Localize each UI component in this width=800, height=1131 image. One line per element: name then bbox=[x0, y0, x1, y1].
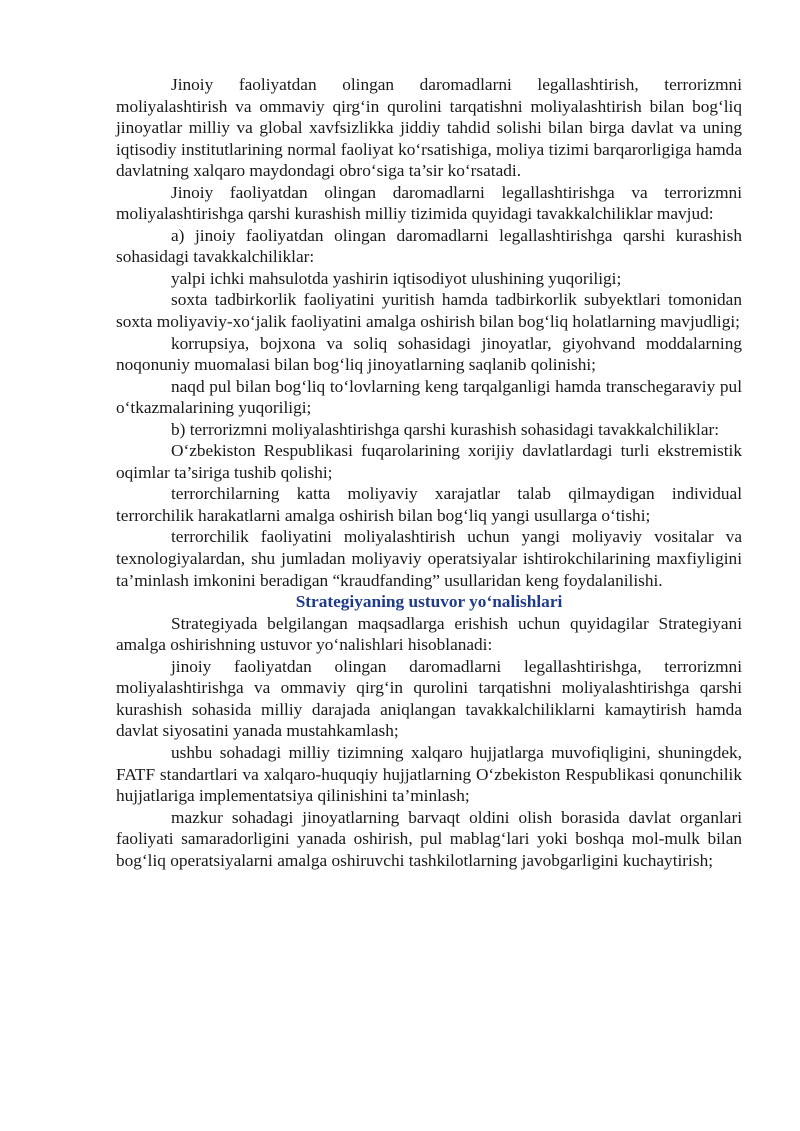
paragraph-risk-item: O‘zbekiston Respublikasi fuqarolarining xorijiy davlatlardagi turli ekstremistik oqimlar ta’siriga tushib qolishi; bbox=[116, 441, 742, 482]
section-heading: Strategiyaning ustuvor yo‘nalishlari bbox=[295, 592, 563, 612]
document-page bbox=[116, 74, 742, 871]
paragraph-priorities-intro: Strategiyada belgilangan maqsadlarga erishish uchun quyidagilar Strategiyani amalga oshirishning ustuvor yo‘nalishlari hisoblanadi: bbox=[116, 613, 742, 655]
paragraph-intro: Jinoiy faoliyatdan olingan daromadlarni legallashtirish, terrorizmni moliyalashtirish va ommaviy qirg‘in qurolini tarqatishni moliyalashtirish bilan bog‘liq jinoyatlar milliy va global xavfsizlikka jiddiy tahdid solishi bilan birga davlat va uning iqtisodiy institutlarining normal faoliyat ko‘rsatishiga, moliya tizimi barqarorligiga hamda davlatning xalqaro maydondagi obro‘siga ta’sir ko‘rsatadi. bbox=[116, 75, 742, 181]
paragraph-priority-item: ushbu sohadagi milliy tizimning xalqaro hujjatlarga muvofiqligini, shuningdek, FATF standartlari va xalqaro-huquqiy hujjatlarning O‘zbekiston Respublikasi qonunchilik hujjatlariga implementatsiya qilinishini ta’minlash; bbox=[116, 742, 742, 806]
paragraph-risks-a-heading: a) jinoiy faoliyatdan olingan daromadlarni legallashtirishga qarshi kurashish sohasidagi tavakkalchiliklar: bbox=[116, 225, 742, 267]
paragraph-risk-item: yalpi ichki mahsulotda yashirin iqtisodiyot ulushining yuqoriligi; bbox=[171, 268, 622, 288]
paragraph-risk-item: soxta tadbirkorlik faoliyatini yuritish hamda tadbirkorlik subyektlari tomonidan soxta moliyaviy-xo‘jalik faoliyatini amalga oshirish bilan bog‘liq holatlarning mavjudligi; bbox=[116, 290, 742, 332]
paragraph-risks-intro: Jinoiy faoliyatdan olingan daromadlarni legallashtirishga va terrorizmni moliyalashtirishga qarshi kurashish milliy tizimida quyidagi tavakkalchiliklar mavjud: bbox=[116, 182, 742, 224]
paragraph-priority-item: mazkur sohadagi jinoyatlarning barvaqt oldini olish borasida davlat organlari faoliyati samaradorligini yanada oshirish, pul mablag‘lari yoki boshqa mol-mulk bilan bog‘liq operatsiyalarni amalga oshiruvchi tashkilotlarning javobgarligini kuchaytirish; bbox=[116, 807, 742, 870]
paragraph-risks-b-heading: b) terrorizmni moliyalashtirishga qarshi kurashish sohasidagi tavakkalchiliklar: bbox=[171, 419, 720, 439]
paragraph-risk-item: naqd pul bilan bog‘liq to‘lovlarning keng tarqalganligi hamda transchegaraviy pul o‘tkazmalarining yuqoriligi; bbox=[116, 376, 742, 418]
paragraph-priority-item: jinoiy faoliyatdan olingan daromadlarni legallashtirishga, terrorizmni moliyalashtirishga va ommaviy qirg‘in qurolini tarqatishni moliyalashtirishga qarshi kurashish sohasida milliy darajada aniqlangan tavakkalchiliklarni kamaytirish hamda davlat siyosatini yanada mustahkamlash; bbox=[116, 656, 742, 741]
paragraph-risk-item: korrupsiya, bojxona va soliq sohasidagi jinoyatlar, giyohvand moddalarning noqonuniy muomalasi bilan bog‘liq jinoyatlarning saqlanib qolinishi; bbox=[116, 333, 742, 375]
paragraph-risk-item: terrorchilik faoliyatini moliyalashtirish uchun yangi moliyaviy vositalar va texnologiyalardan, shu jumladan moliyaviy operatsiyalar ishtirokchilarining maxfiyligini ta’minlash imkonini beradigan “kraudfanding” usullaridan keng foydalanilishi. bbox=[116, 527, 742, 590]
paragraph-risk-item: terrorchilarning katta moliyaviy xarajatlar talab qilmaydigan individual terrorchilik harakatlarni amalga oshirish bilan bog‘liq yangi usullarga o‘tishi; bbox=[116, 484, 742, 525]
